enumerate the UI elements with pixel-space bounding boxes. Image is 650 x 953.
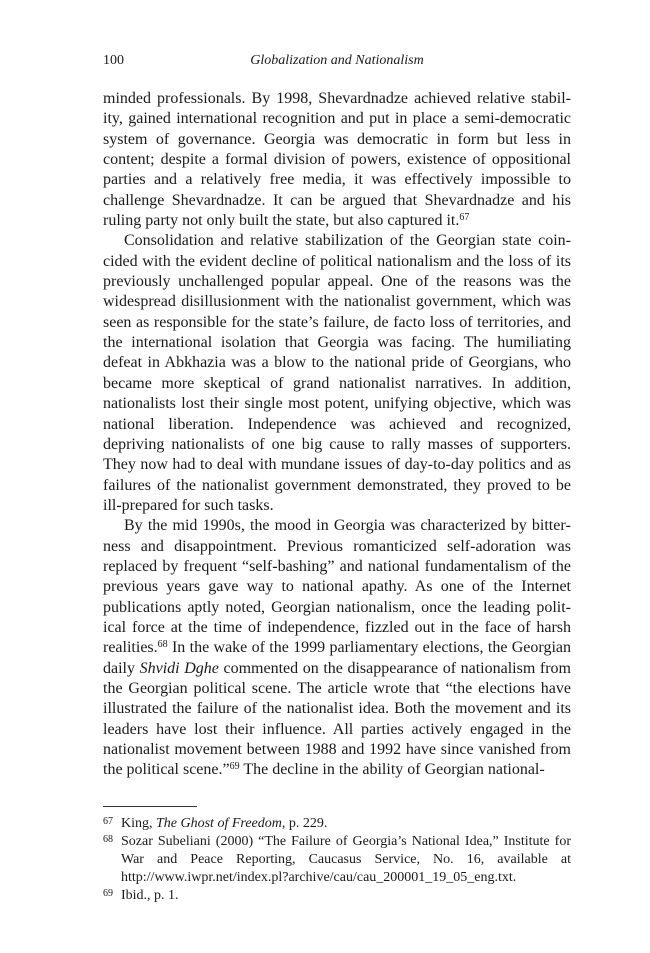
text-run: By the mid 1990s, the mood in Georgia was characterized by bitterness and disappointment. Previous romanticized self-adoration was replaced by frequent “self-bashing” and national fundamentalism of the previous years gave way to national apathy. As one of the Internet publications aptly noted, Georgian nationalism, once the leading political force at the time of independence, fizzled out in the face of harsh realities. <box>103 517 571 657</box>
paragraph-3 <box>103 516 571 780</box>
text-run: Sozar Subeliani (2000) “The Failure of Georgia’s National Idea,” Institute for War and Peace Reporting, Caucasus Service, No. 16, available at http://www.iwpr.net/index.pl?archive/cau/cau_200001_19_05_eng.txt. <box>121 833 571 885</box>
running-title: Globalization and Nationalism <box>250 53 424 68</box>
footnote-67 <box>103 815 571 833</box>
footnote-number: 68 <box>103 833 113 845</box>
running-head <box>103 50 571 72</box>
text-run: In the wake of the 1999 parliamentary elections, the Georgian daily <box>103 639 571 677</box>
footnote-reference: 67 <box>459 212 470 224</box>
text-run: Ibid., p. 1. <box>121 887 179 903</box>
footnote-reference: 69 <box>229 761 240 773</box>
paragraph-1 <box>103 89 571 231</box>
footnote-divider <box>103 806 197 807</box>
italic-title: Shvidi Dghe <box>139 659 219 677</box>
footnote-69 <box>103 887 571 905</box>
footnote-text <box>121 816 327 831</box>
text-run: The decline in the ability of Georgian national- <box>239 761 545 779</box>
footnotes <box>103 815 571 905</box>
italic-title: The Ghost of Freedom <box>156 815 282 831</box>
footnote-number: 67 <box>103 815 113 827</box>
body-text <box>103 89 571 781</box>
footnote-text <box>121 834 571 885</box>
footnote-reference: 68 <box>157 639 168 651</box>
text-run: , p. 229. <box>281 815 328 831</box>
book-page <box>103 50 571 905</box>
text-run: commented on the disappearance of nationalism from the Georgian political scene. The article wrote that “the elections have illustrated the failure of the nationalist idea. Both the movement and its leaders have lost their influence. All parties actively engaged in the nationalist movement between 1988 and 1992 have since vanished from the political scene.” <box>103 659 571 779</box>
text-run: Consolidation and relative stabilization of the Georgian state coincided with the evident decline of political nationalism and the loss of its previously unchallenged popular appeal. One of the reasons was the widespread disillusionment with the nationalist government, which was seen as responsible for the state’s failure, de facto loss of territories, and the international isolation that Georgia was facing. The humiliating defeat in Abkhazia was a blow to the national pride of Georgians, who became more skeptical of grand nationalist narratives. In addition, nationalists lost their single most potent, unifying objective, which was national liberation. Independence was achieved and recognized, depriving nationalists of one big cause to rally masses of supporters. They now had to deal with mundane issues of day-to-day politics and as failures of the nationalist government demonstrated, they proved to be ill-prepared for such tasks. <box>103 232 571 514</box>
text-run: minded professionals. By 1998, Shevardnadze achieved relative stability, gained international recognition and put in place a semi-democratic system of governance. Georgia was democratic in form but less in content; despite a formal division of powers, existence of oppositional parties and a relatively free media, it was effectively impossible to challenge Shevardnadze. It can be argued that Shevardnadze and his ruling party not only built the state, but also captured it. <box>103 90 571 230</box>
footnote-text <box>121 888 179 903</box>
text-run: King, <box>121 815 156 831</box>
footnote-number: 69 <box>103 887 113 899</box>
footnote-68 <box>103 833 571 887</box>
paragraph-2 <box>103 231 571 516</box>
page-number: 100 <box>103 53 124 68</box>
